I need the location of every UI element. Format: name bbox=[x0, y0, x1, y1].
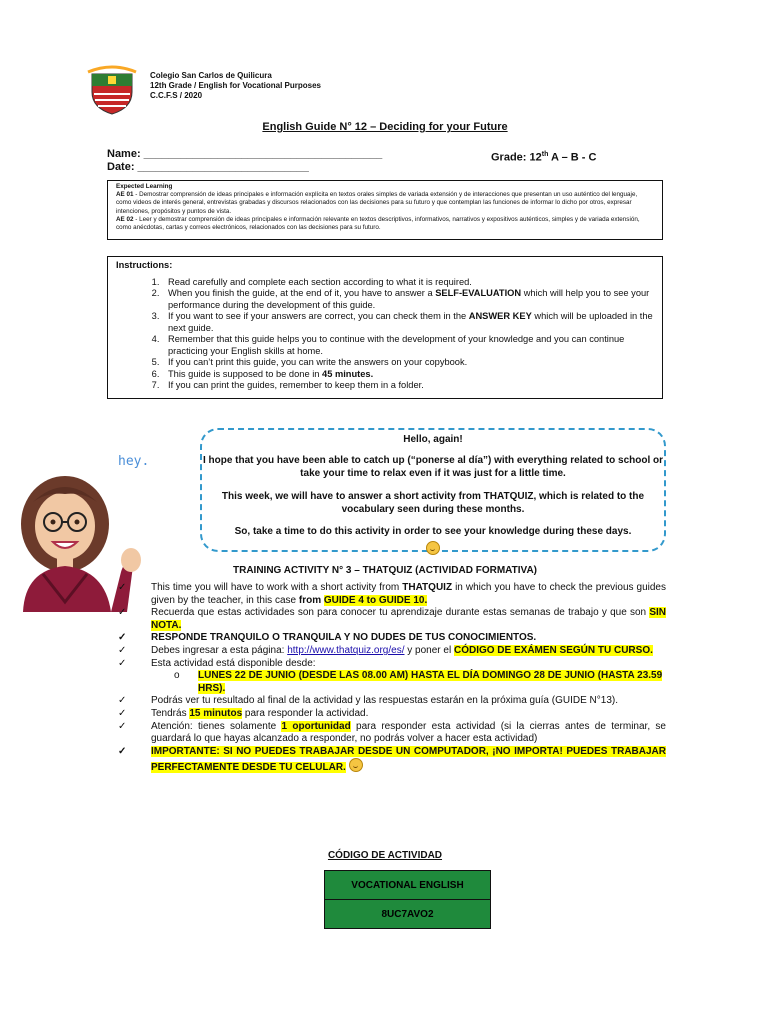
b5-date-range: LUNES 22 DE JUNIO (DESDE LAS 08.00 AM) HASTA EL DÍA DOMINGO 28 DE JUNIO (HASTA 23.59 HRS). bbox=[198, 670, 663, 694]
b3-text: RESPONDE TRANQUILO O TRANQUILA Y NO DUDES DE TUS CONOCIMIENTOS. bbox=[151, 632, 537, 644]
student-fields bbox=[107, 148, 597, 174]
date-field[interactable]: Date: ____________________________ bbox=[107, 161, 309, 173]
checkmark-icon: ✓ bbox=[118, 695, 127, 707]
checkmark-icon: ✓ bbox=[118, 607, 127, 619]
list-item bbox=[118, 746, 666, 775]
ae01-text: - Demostrar comprensión de ideas principales e información explícita en textos orales simples de variada extensión y de interacciones que presentan un uso auténtico del lenguaje, como videos de interés general, entrevistas grabadas y discursos relacionados con las decisiones para su futuro y que contemplan las funciones de informar lo dicho por otros, expresar intenciones, propósitos y puntos de vista. bbox=[116, 191, 638, 215]
b1-text: This time you will have to work with a short activity from bbox=[151, 582, 403, 593]
instructions-box bbox=[107, 256, 663, 399]
ae02-text: - Leer y demostrar comprensión de ideas principales e información relevante en textos descriptivos, informativos, narrativos y expositivos auténticos, simples y de variada extensión, como anécdotas, cartas y correos electrónicos, relacionados con las decisiones para su futuro. bbox=[116, 215, 640, 232]
list-item: 5. If you can’t print this guide, you can write the answers on your copybook. bbox=[162, 357, 654, 369]
ae02 bbox=[116, 216, 654, 232]
expected-learning-box bbox=[107, 180, 663, 240]
b1-text-2: in which you have to check the previous guides given by the teacher, in this case bbox=[151, 582, 666, 606]
school-grade: 12th Grade / English for Vocational Purposes bbox=[150, 81, 321, 90]
b8-text: Atención: tienes solamente bbox=[151, 720, 282, 732]
i6-text: This guide is supposed to be done in bbox=[168, 368, 323, 379]
greeting-hello: Hello, again! bbox=[403, 434, 463, 445]
list-item: 1. Read carefully and complete each section according to what it is required. bbox=[162, 277, 654, 289]
hey-handwriting: hey. bbox=[118, 454, 150, 469]
b1-from: from bbox=[298, 594, 324, 606]
b7-text-2: para responder la actividad. bbox=[242, 707, 369, 719]
list-item bbox=[118, 632, 666, 645]
list-item bbox=[162, 369, 654, 381]
list-item: 4. Remember that this guide helps you to continue with the development of your knowledge and you can continue practicing your English skills at home. bbox=[162, 334, 654, 357]
ae02-code: AE 02 bbox=[116, 215, 134, 223]
grade-groups: A – B - C bbox=[548, 151, 597, 164]
training-activity-title: TRAINING ACTIVITY N° 3 – THATQUIZ (ACTIVIDAD FORMATIVA) bbox=[233, 565, 537, 576]
list-item bbox=[118, 695, 666, 708]
school-crest-logo bbox=[86, 64, 138, 116]
code-cell: 8UC7AVO2 bbox=[325, 900, 491, 929]
list-item bbox=[162, 288, 654, 311]
list-item bbox=[118, 670, 666, 695]
list-item bbox=[118, 645, 666, 658]
i2-rest: which will help you to see your performance during the development of this guide. bbox=[168, 288, 650, 310]
i3-bold: ANSWER KEY bbox=[468, 311, 532, 321]
ae01 bbox=[116, 191, 654, 216]
i6-bold: 45 minutes. bbox=[322, 368, 374, 379]
activity-code-table bbox=[324, 870, 491, 929]
i2-bold: SELF-EVALUATION bbox=[435, 288, 522, 298]
b2-text: Recuerda que estas actividades son para conocer tu aprendizaje durante estas semanas de trabajo y que son bbox=[151, 607, 650, 619]
b8-text-2: para responder esta actividad (si la cierras antes de terminar, se guardará lo que hayas alcanzado a responder, no podrás volver a hacer esta actividad) bbox=[151, 720, 666, 745]
b7-highlight: 15 minutos bbox=[189, 707, 243, 719]
greeting-paragraph-3: So, take a time to do this activity in order to see your knowledge during these days. bbox=[234, 526, 632, 537]
checkmark-icon: ✓ bbox=[118, 720, 127, 732]
list-item bbox=[118, 582, 666, 607]
training-checklist bbox=[118, 582, 666, 775]
circle-bullet-icon: o bbox=[174, 670, 180, 682]
list-item: 7. If you can print the guides, remember to keep them in a folder. bbox=[162, 380, 654, 392]
i3-text: If you want to see if your answers are correct, you can check them in the bbox=[168, 311, 469, 321]
checkmark-icon: ✓ bbox=[118, 632, 127, 644]
ae01-code: AE 01 bbox=[116, 191, 134, 199]
b2-highlight: SIN NOTA. bbox=[151, 607, 666, 631]
list-item bbox=[118, 607, 666, 632]
b5-text: Esta actividad está disponible desde: bbox=[151, 657, 316, 669]
checkmark-icon: ✓ bbox=[118, 582, 127, 593]
checkmark-icon: ✓ bbox=[118, 644, 127, 656]
instructions-heading: Instructions: bbox=[116, 260, 173, 270]
school-code: C.C.F.S / 2020 bbox=[150, 91, 203, 100]
grade-field bbox=[491, 148, 596, 165]
greeting-paragraph-1: I hope that you have been able to catch up (“ponerse al día”) with everything related to school or take your time to relax even if it was just for a little time. bbox=[202, 455, 664, 479]
i3-rest: which will be uploaded in the next guide. bbox=[168, 311, 653, 333]
name-field[interactable]: Name: _______________________________________ bbox=[107, 148, 383, 160]
greeting-paragraph-2: This week, we will have to answer a short activity from THATQUIZ, which is related to the vocabulary seen during these months. bbox=[221, 491, 645, 515]
b4-highlight: CÓDIGO DE EXÁMEN SEGÚN TU CURSO. bbox=[453, 644, 653, 656]
grade-label: Grade: 12 bbox=[491, 151, 542, 164]
expected-learning-heading: Expected Learning bbox=[116, 183, 173, 190]
instructions-list bbox=[116, 277, 654, 392]
checkmark-icon: ✓ bbox=[118, 745, 127, 757]
i2-text: When you finish the guide, at the end of it, you have to answer a bbox=[168, 288, 436, 298]
checkmark-icon: ✓ bbox=[118, 657, 127, 669]
b9-highlight: IMPORTANTE: SI NO PUEDES TRABAJAR DESDE UN COMPUTADOR, ¡NO IMPORTA! PUEDES TRABAJAR PERFECTAMENTE DESDE TU CELULAR. bbox=[151, 745, 666, 774]
b6-text: Podrás ver tu resultado al final de la actividad y las respuestas estarán en la próxima guía (GUIDE N°13). bbox=[151, 695, 619, 707]
list-item bbox=[162, 311, 654, 334]
guide-title: English Guide N° 12 – Deciding for your Future bbox=[262, 121, 508, 133]
list-item bbox=[118, 658, 666, 671]
school-info bbox=[150, 71, 321, 101]
b4-text-2: y poner el bbox=[404, 644, 454, 656]
checkmark-icon: ✓ bbox=[118, 707, 127, 719]
thatquiz-link[interactable]: http://www.thatquiz.org/es/ bbox=[287, 644, 405, 656]
course-cell: VOCATIONAL ENGLISH bbox=[325, 871, 491, 900]
list-item bbox=[118, 721, 666, 746]
b1-bold: THATQUIZ bbox=[402, 582, 453, 593]
school-name: Colegio San Carlos de Quilicura bbox=[150, 71, 272, 80]
smile-emoji-icon bbox=[349, 758, 363, 772]
smile-emoji-icon bbox=[426, 540, 440, 558]
grade-sup: th bbox=[541, 151, 549, 158]
activity-code-title: CÓDIGO DE ACTIVIDAD bbox=[327, 850, 443, 861]
b1-highlight: GUIDE 4 to GUIDE 10. bbox=[323, 594, 428, 606]
b4-text: Debes ingresar a esta página: bbox=[151, 644, 288, 656]
b7-text: Tendrás bbox=[151, 707, 190, 719]
list-item bbox=[118, 708, 666, 721]
b8-highlight: 1 oportunidad bbox=[281, 720, 351, 732]
